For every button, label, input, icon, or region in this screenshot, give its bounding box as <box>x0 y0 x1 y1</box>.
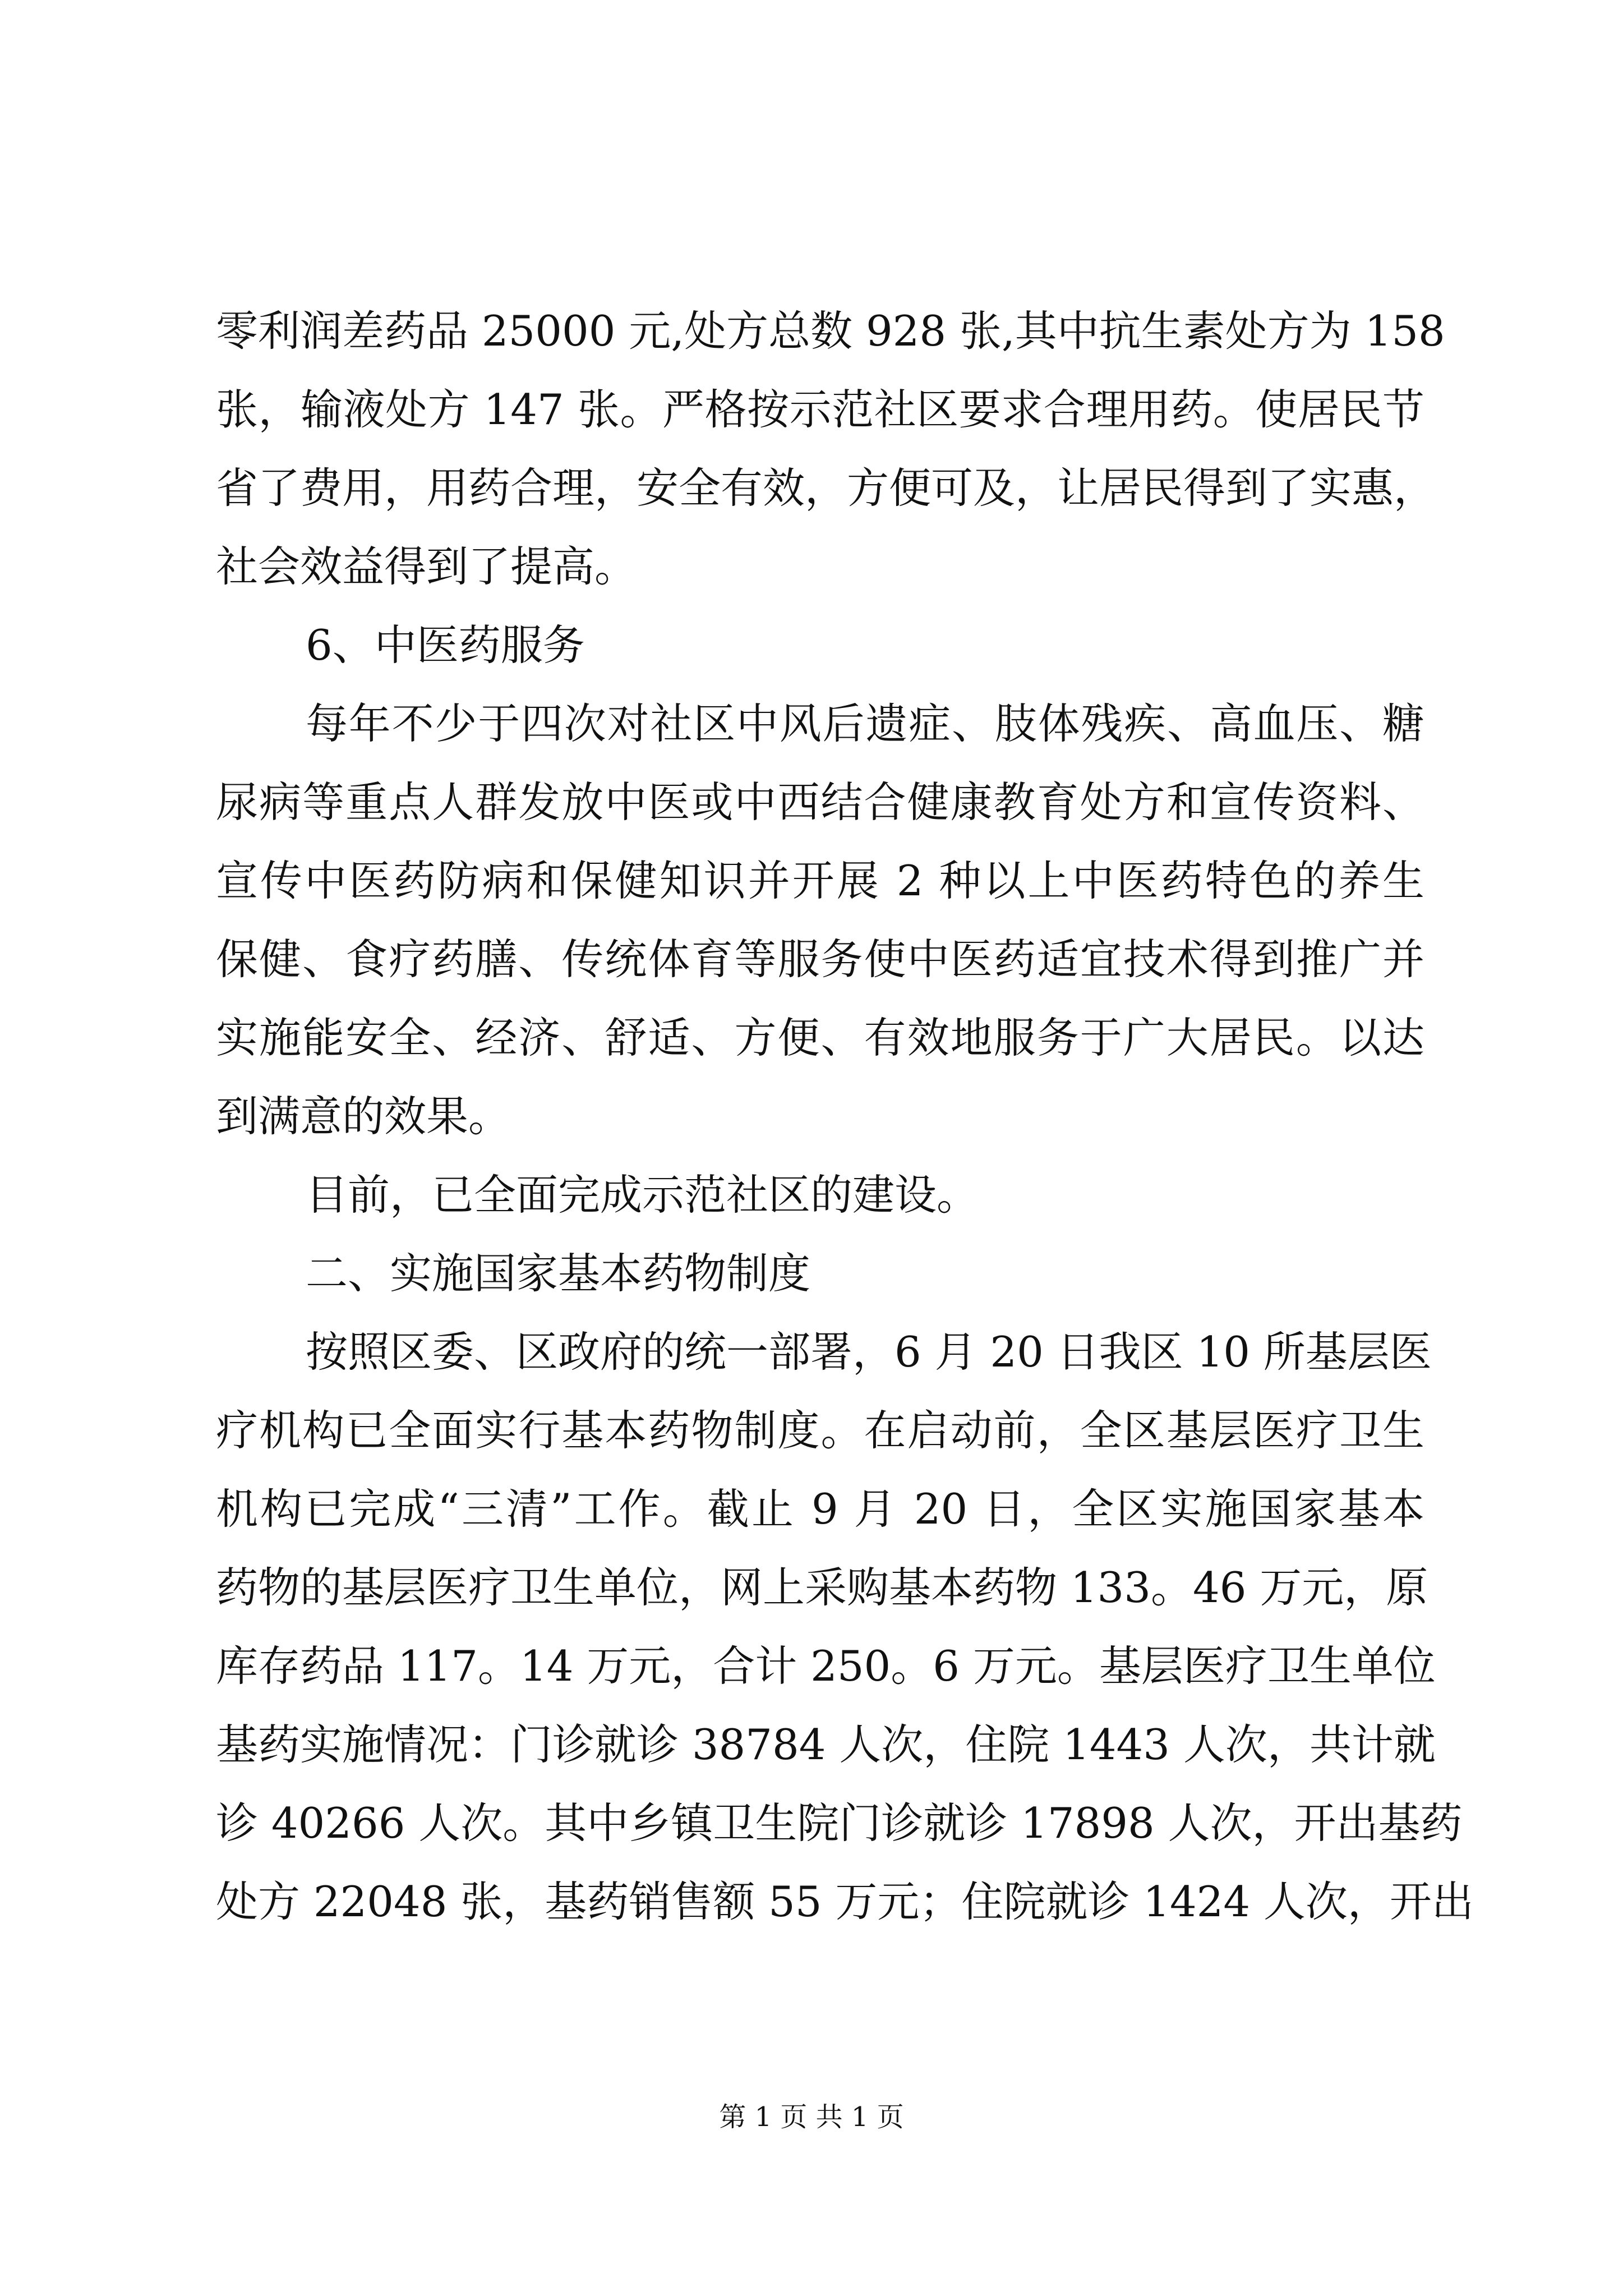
text-line: 按照区委、区政府的统一部署，6 月 20 日我区 10 所基层医 <box>306 1327 1432 1377</box>
text-line: 机构已完成“三清”工作。截止 9 月 20 日，全区实施国家基本 <box>216 1484 1424 1534</box>
text-line: 目前，已全面完成示范社区的建设。 <box>306 1170 979 1220</box>
text-line: 保健、食疗药膳、传统体育等服务使中医药适宜技术得到推广并 <box>216 935 1424 984</box>
text-line: 诊 40266 人次。其中乡镇卫生院门诊就诊 17898 人次，开出基药 <box>216 1798 1463 1848</box>
text-line: 尿病等重点人群发放中医或中西结合健康教育处方和宣传资料、 <box>216 777 1424 827</box>
text-line: 二、实施国家基本药物制度 <box>306 1249 811 1298</box>
text-line: 省了费用，用药合理，安全有效，方便可及，让居民得到了实惠， <box>216 463 1436 513</box>
text-line: 6、中医药服务 <box>306 620 585 670</box>
text-line: 社会效益得到了提高。 <box>216 542 637 591</box>
text-line: 药物的基层医疗卫生单位，网上采购基本药物 133。46 万元，原 <box>216 1563 1428 1612</box>
text-line: 实施能安全、经济、舒适、方便、有效地服务于广大居民。以达 <box>216 1013 1424 1062</box>
text-line: 零利润差药品 25000 元,处方总数 928 张,其中抗生素处方为 158 <box>216 306 1445 356</box>
text-line: 宣传中医药防病和保健知识并开展 2 种以上中医药特色的养生 <box>216 856 1424 905</box>
text-line: 张，输液处方 147 张。严格按示范社区要求合理用药。使居民节 <box>216 385 1424 434</box>
text-line: 每年不少于四次对社区中风后遗症、肢体残疾、高血压、糖 <box>306 699 1424 748</box>
text-line: 基药实施情况：门诊就诊 38784 人次，住院 1443 人次，共计就 <box>216 1720 1436 1769</box>
page-footer: 第 1 页 共 1 页 <box>719 2101 904 2133</box>
text-line: 库存药品 117。14 万元，合计 250。6 万元。基层医疗卫生单位 <box>216 1641 1436 1691</box>
text-line: 到满意的效果。 <box>216 1092 511 1141</box>
text-line: 处方 22048 张，基药销售额 55 万元；住院就诊 1424 人次，开出 <box>216 1877 1474 1926</box>
text-line: 疗机构已全面实行基本药物制度。在启动前，全区基层医疗卫生 <box>216 1406 1424 1455</box>
